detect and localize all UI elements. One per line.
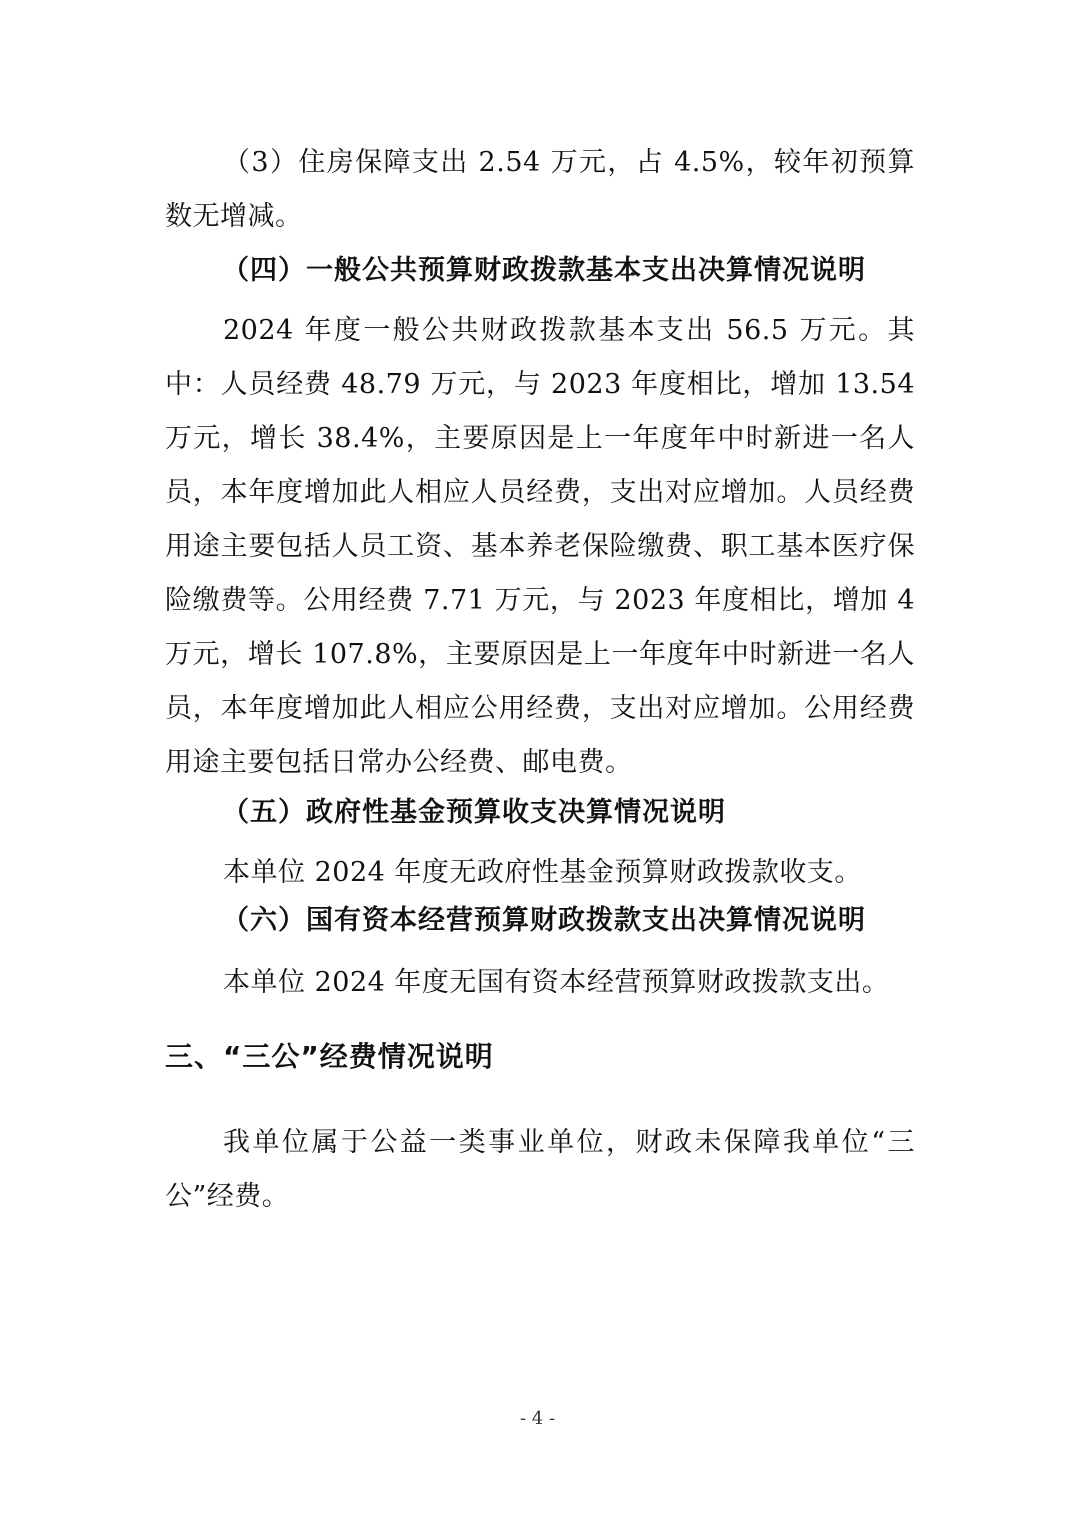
paragraph-housing-expenditure: （3）住房保障支出 2.54 万元，占 4.5%，较年初预算数无增减。 bbox=[165, 147, 915, 232]
paragraph-government-fund: 本单位 2024 年度无政府性基金预算财政拨款收支。 bbox=[223, 857, 862, 888]
chapter-heading-three-public-expenses: 三、“三公”经费情况说明 bbox=[165, 1040, 494, 1073]
paragraph-basic-expenditure: 2024 年度一般公共财政拨款基本支出 56.5 万元。其中：人员经费 48.79 万元，与 2023 年度相比，增加 13.54 万元，增长 38.4%，主要原因是上一年度年中时新进一名人员，本年度增加此人相应人员经费，支出对应增加。人员经费用途主要包括人员工资、基本养老保险缴费、职工基本医疗保险缴费等。公用经费 7.71 万元，与 2023 年度相比，增加 4 万元，增长 107.8%，主要原因是上一年度年中时新进一名人员，本年度增加此人相应公用经费，支出对应增加。公用经费用途主要包括日常办公经费、邮电费。 bbox=[165, 315, 915, 778]
paragraph-three-public-expenses: 我单位属于公益一类事业单位，财政未保障我单位“三公”经费。 bbox=[165, 1127, 915, 1212]
section-heading-government-fund: （五）政府性基金预算收支决算情况说明 bbox=[222, 797, 726, 828]
section-heading-state-capital: （六）国有资本经营预算财政拨款支出决算情况说明 bbox=[222, 905, 866, 936]
page-number: - 4 - bbox=[519, 1408, 556, 1429]
section-heading-basic-expenditure: （四）一般公共预算财政拨款基本支出决算情况说明 bbox=[222, 255, 866, 286]
paragraph-state-capital: 本单位 2024 年度无国有资本经营预算财政拨款支出。 bbox=[223, 967, 890, 998]
